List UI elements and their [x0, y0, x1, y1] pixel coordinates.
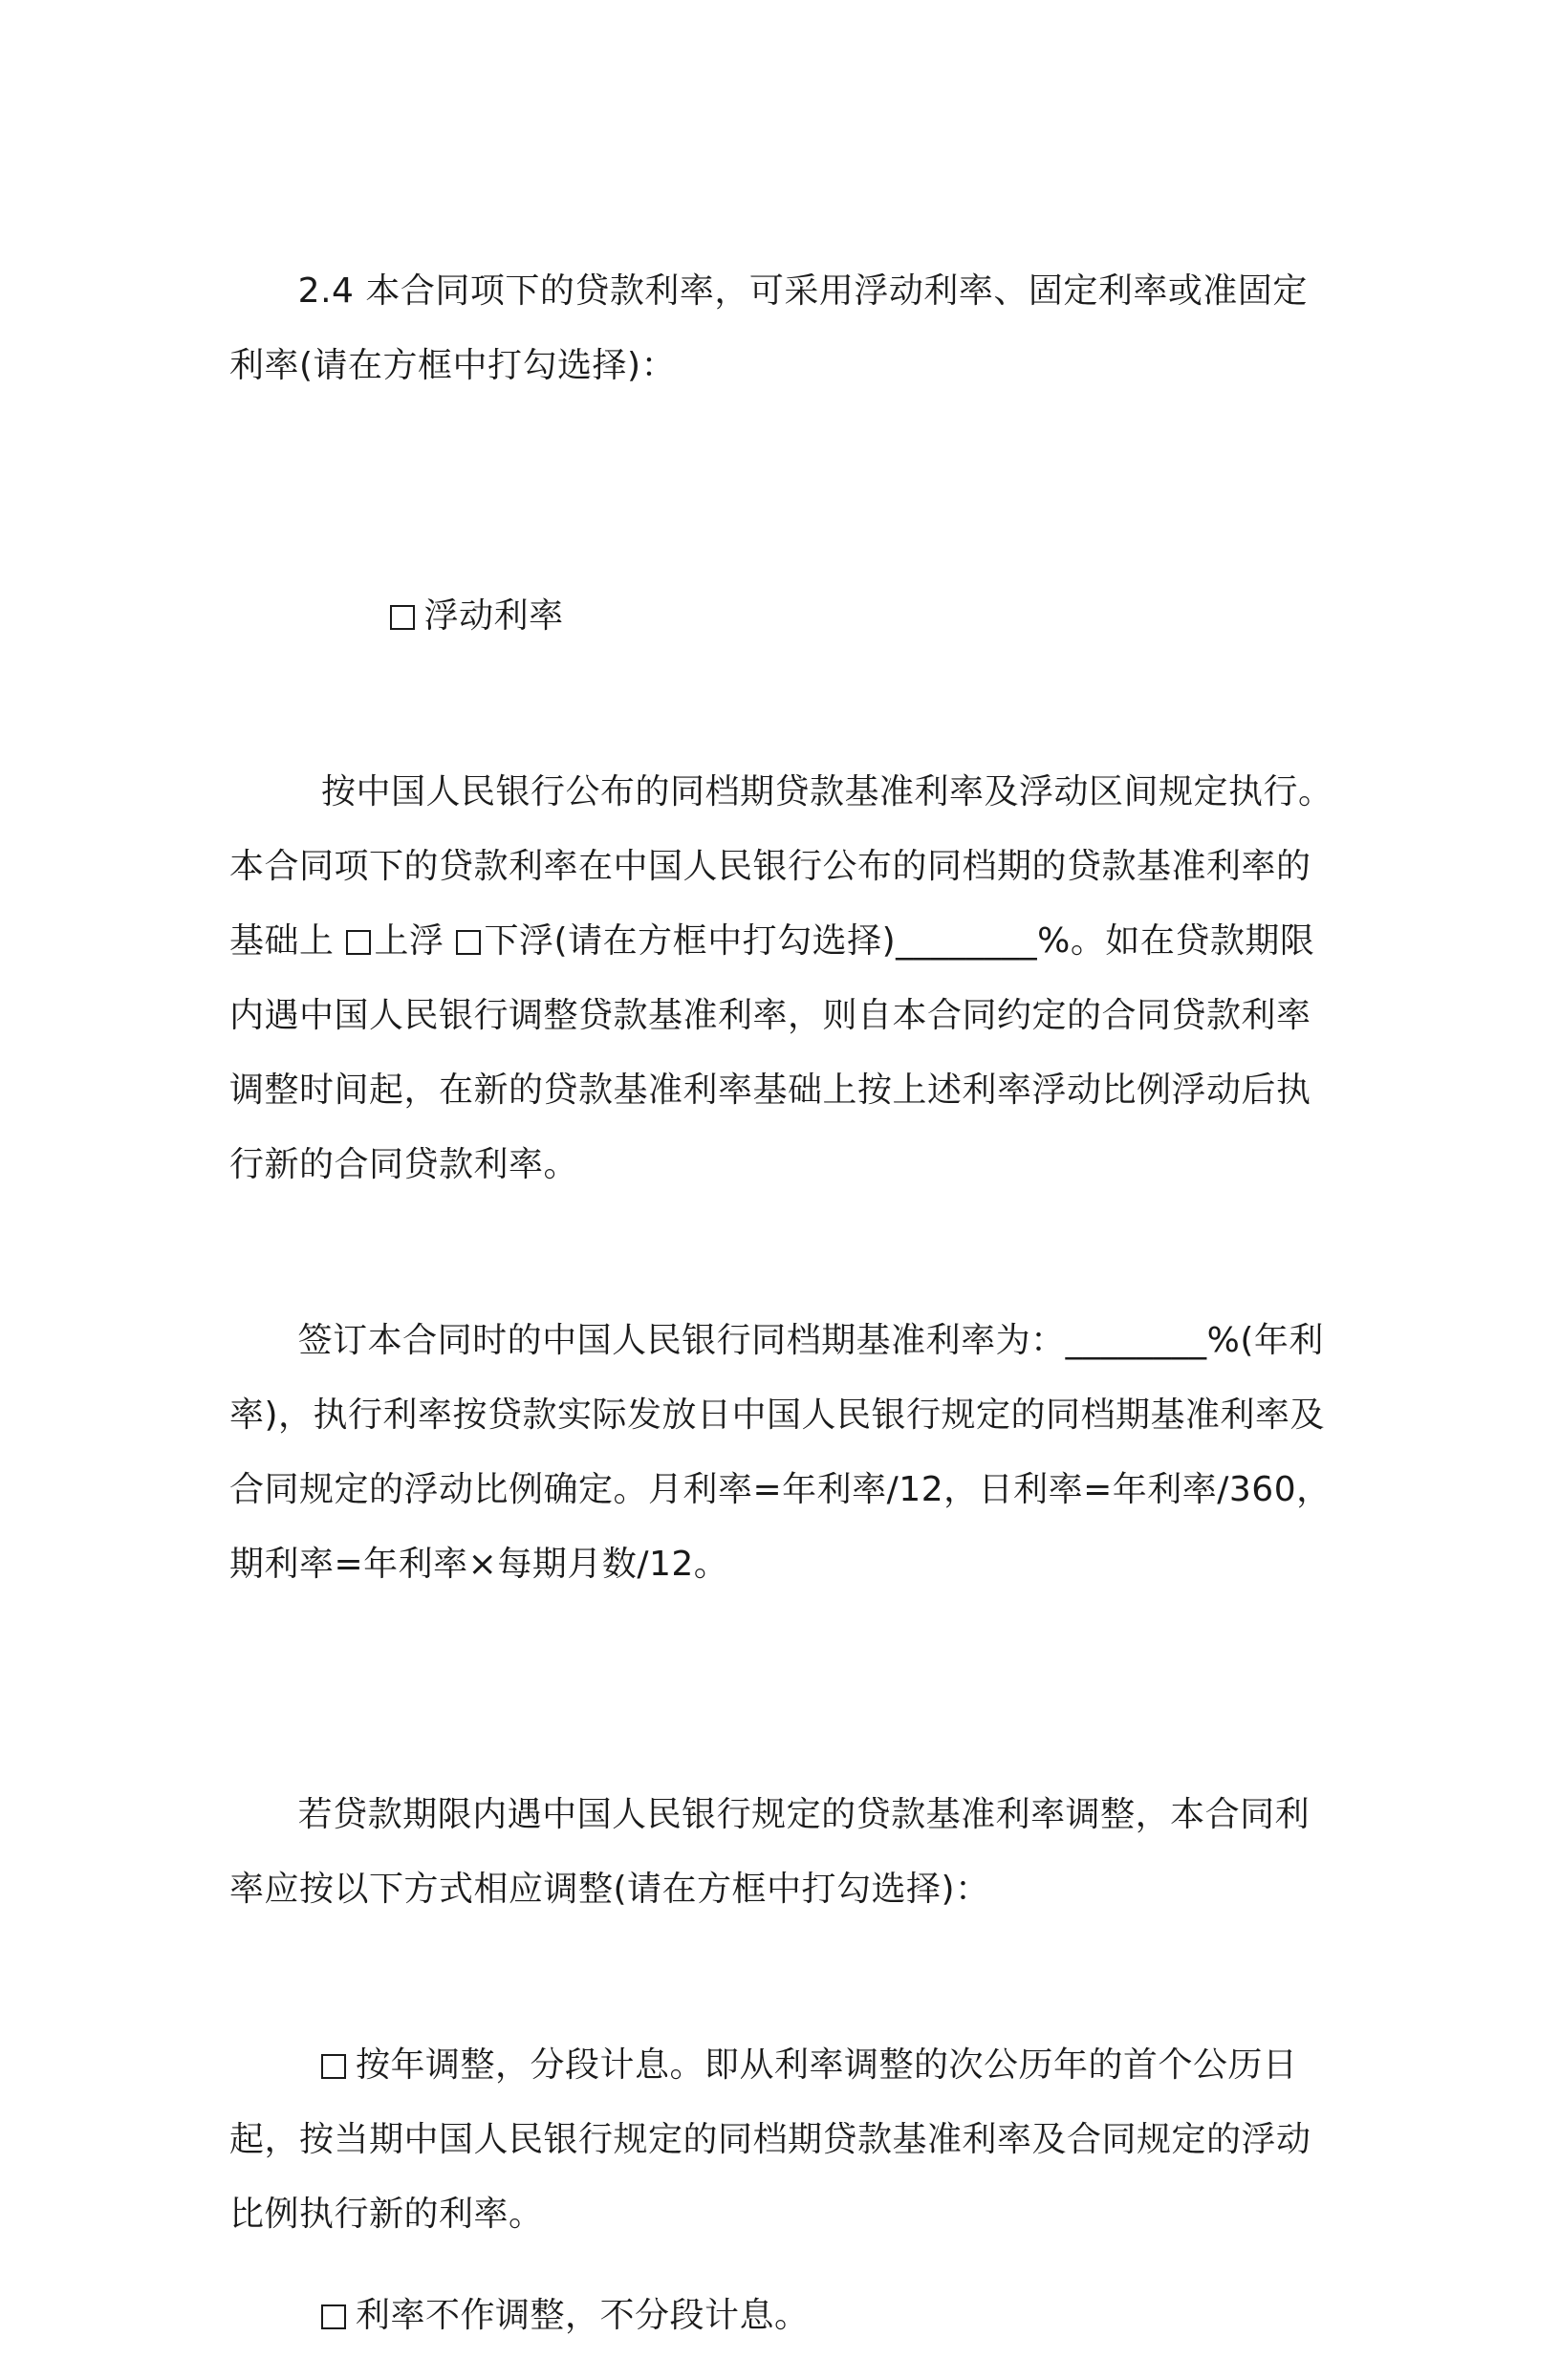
yearly-adjustment-checkbox[interactable]	[321, 2054, 346, 2079]
float-down-checkbox[interactable]	[456, 930, 481, 955]
floating-rate-option	[229, 505, 1338, 728]
float-down-label: 下浮(请在方框中打勾选择)________%。如在贷款期限内遇中国人民银行调整贷款基准利率，则自本合同约定的合同贷款利率调整时间起，在新的贷款基准利率基础上按上述利率浮动比例浮动后执行新的合同贷款利率。	[229, 921, 1315, 1184]
adjustment-paragraph	[229, 1703, 1338, 2001]
floating-rate-label: 浮动利率	[423, 596, 564, 636]
clause-2-4-text: 2.4 本合同项下的贷款利率，可采用浮动利率、固定利率或准固定利率(请在方框中打勾选择)：	[229, 271, 1308, 385]
clause-2-4	[229, 180, 1338, 478]
floating-rate-checkbox[interactable]	[390, 605, 415, 630]
yearly-adjustment-option	[229, 2028, 1338, 2252]
floating-rate-description	[229, 755, 1338, 1202]
float-up-checkbox[interactable]	[346, 930, 371, 955]
adjustment-text: 若贷款期限内遇中国人民银行规定的贷款基准利率调整，本合同利率应按以下方式相应调整(请在方框中打勾选择)：	[229, 1795, 1311, 1909]
base-rate-paragraph	[229, 1229, 1338, 1677]
no-adjustment-text: 利率不作调整，不分段计息。	[356, 2296, 810, 2335]
yearly-adjustment-text: 按年调整，分段计息。即从利率调整的次公历年的首个公历日起，按当期中国人民银行规定的同档期贷款基准利率及合同规定的浮动比例执行新的利率。	[229, 2045, 1311, 2234]
no-adjustment-option	[229, 2279, 1338, 2353]
float-up-label: 上浮	[374, 921, 444, 961]
floating-desc-part1: 按中国人民银行公布的同档期贷款基准利率及浮动区间规定执行。本合同项下的贷款利率在中国人民银行公布的同档期的贷款基准利率的基础上	[229, 772, 1333, 961]
document-body	[229, 180, 1338, 2380]
no-adjustment-checkbox[interactable]	[321, 2304, 346, 2329]
base-rate-text: 签订本合同时的中国人民银行同档期基准利率为：________%(年利率)，执行利率按贷款实际发放日中国人民银行规定的同档期基准利率及合同规定的浮动比例确定。月利率=年利率/12，日利率=年利率/360，期利率=年利率×每期月数/12。	[229, 1321, 1332, 1584]
